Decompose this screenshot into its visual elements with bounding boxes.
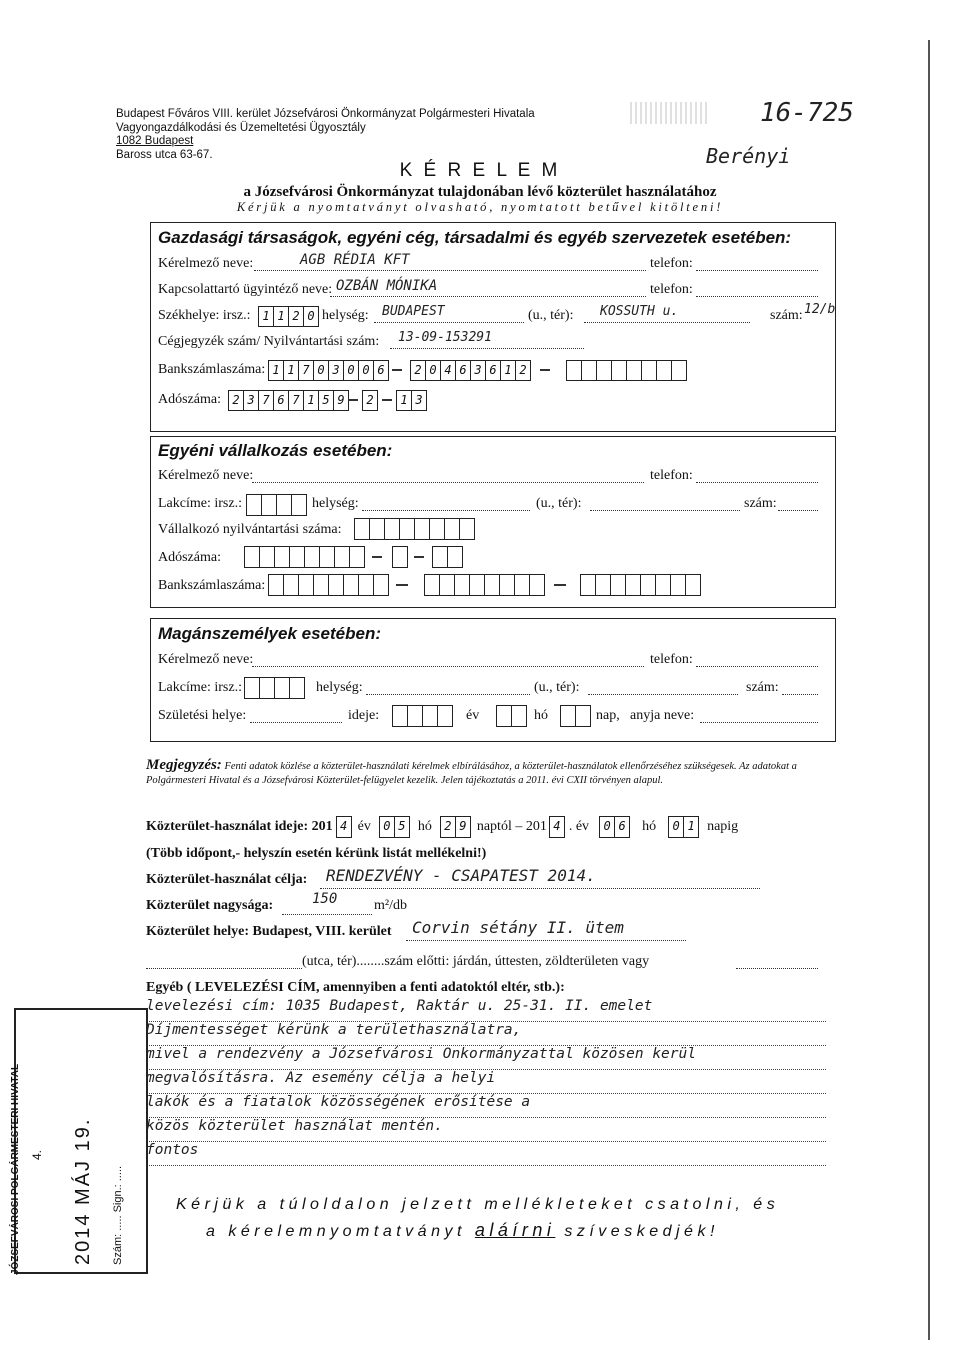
year-cell[interactable] [422, 705, 438, 727]
company-contact-phone-line [696, 296, 818, 297]
end-year-cell[interactable]: 4 [549, 816, 565, 838]
company-street-line [584, 322, 750, 323]
company-number-value[interactable]: 12/b [804, 302, 836, 317]
month-cell[interactable] [496, 705, 512, 727]
company-contact-phone-label: telefon: [650, 282, 693, 297]
bank-digit[interactable]: 6 [485, 360, 501, 381]
private-street-line [588, 694, 738, 695]
tax-digit[interactable]: 6 [273, 390, 289, 411]
company-tax-group-1[interactable] [228, 390, 348, 411]
tax-cell[interactable] [274, 546, 290, 568]
individual-city-label: helység: [312, 496, 359, 511]
bank-digit[interactable]: 6 [455, 360, 471, 381]
zip-cell[interactable] [274, 677, 290, 699]
stamp-office: JÓZSEFVÁROSI POLGÁRMESTERI HIVATAL [10, 1063, 21, 1275]
bank-cell[interactable] [610, 574, 626, 596]
private-number-line [782, 694, 818, 695]
company-tax-group-3[interactable] [396, 390, 426, 411]
company-registry-value[interactable]: 13-09-153291 [398, 330, 492, 345]
tax-digit[interactable]: 1 [396, 390, 412, 411]
company-registry-label: Cégjegyzék szám/ Nyilvántartási szám: [158, 334, 380, 349]
tax-cell[interactable] [289, 546, 305, 568]
start-day-cell[interactable]: 9 [455, 816, 471, 838]
company-phone-label: telefon: [650, 256, 693, 271]
footer-line-2 [206, 1220, 719, 1241]
footer-line-2a: a kérelemnyomtatványt [206, 1223, 466, 1240]
other-line[interactable]: levelezési cím: 1035 Budapest, Raktár u. 25-31. II. emelet [146, 998, 826, 1022]
usage-purpose-line [320, 888, 760, 889]
bank-digit[interactable] [596, 360, 612, 381]
zip-digit[interactable]: 1 [258, 306, 274, 327]
bank-cell[interactable] [655, 574, 671, 596]
tax-cell[interactable] [319, 546, 335, 568]
tax-cell[interactable] [244, 546, 260, 568]
bank-digit[interactable] [581, 360, 597, 381]
company-city-line [374, 322, 524, 323]
bank-cell[interactable] [343, 574, 359, 596]
company-city-label: helység: [322, 308, 369, 323]
usage-area-value[interactable]: 150 [312, 891, 338, 907]
private-number-label: szám: [746, 680, 779, 695]
dash [372, 556, 382, 558]
faded-stamp [630, 102, 710, 124]
company-contact-line [330, 296, 646, 297]
start-day-cell[interactable]: 2 [440, 816, 456, 838]
individual-bank-group-1[interactable] [268, 574, 388, 596]
private-day-cells[interactable] [560, 705, 590, 727]
license-cell[interactable] [429, 518, 445, 540]
license-cell[interactable] [459, 518, 475, 540]
tax-digit[interactable]: 2 [228, 390, 244, 411]
individual-applicant-line [252, 482, 644, 483]
bank-cell[interactable] [640, 574, 656, 596]
bank-digit[interactable]: 3 [470, 360, 486, 381]
other-line[interactable]: Díjmentességet kérünk a területhasználatra, [146, 1022, 826, 1046]
license-cell[interactable] [414, 518, 430, 540]
company-applicant-line [254, 270, 646, 271]
bank-cell[interactable] [268, 574, 284, 596]
note-text: Fenti adatok közlése a közterület-használati kérelmek elbírálásához, a közterület-használatok ellenőrzéséhez szükségesek. Az adatokat a Polgármesteri Hivatal és a Józsefvárosi Közterület-felügyelet kezelik. Jelen tájékoztatás a 2011. évi CXII törvényen alapul. [146, 761, 797, 786]
company-bank-group-2[interactable] [410, 360, 530, 381]
other-line[interactable]: lakók és a fiatalok közösségének erősítése a [146, 1094, 826, 1118]
usage-period-label: Közterület-használat ideje: 201 [146, 819, 333, 834]
bank-digit[interactable] [626, 360, 642, 381]
tax-cell[interactable] [392, 546, 408, 568]
bank-cell[interactable] [439, 574, 455, 596]
start-year-cell[interactable]: 4 [336, 816, 352, 838]
other-line[interactable]: mivel a rendezvény a Józsefvárosi Önkormányzattal közösen kerül [146, 1046, 826, 1070]
private-month-cells[interactable] [496, 705, 526, 727]
zip-cell[interactable] [261, 494, 277, 516]
header-address [116, 108, 535, 162]
zip-digit[interactable]: 2 [288, 306, 304, 327]
day-cell[interactable] [560, 705, 576, 727]
private-street-label: (u., tér): [534, 680, 580, 695]
tax-digit[interactable]: 5 [318, 390, 334, 411]
individual-city-line [362, 510, 530, 511]
individual-tax-group-1[interactable] [244, 546, 364, 568]
individual-address-label: Lakcíme: irsz.: [158, 496, 242, 511]
license-cell[interactable] [369, 518, 385, 540]
license-cell[interactable] [444, 518, 460, 540]
company-street-value[interactable]: KOSSUTH u. [600, 304, 679, 319]
other-line[interactable]: fontos [146, 1142, 826, 1166]
bank-digit[interactable]: 3 [328, 360, 344, 381]
company-applicant-value[interactable]: AGB RÉDIA KFT [300, 252, 410, 268]
usage-place-line [406, 940, 686, 941]
footer-line-1: Kérjük a túloldalon jelzett mellékleteket csatolni, és [176, 1196, 780, 1213]
bank-digit[interactable]: 2 [410, 360, 426, 381]
bank-digit[interactable]: 1 [268, 360, 284, 381]
company-bank-label: Bankszámlaszáma: [158, 362, 266, 377]
tax-digit[interactable]: 7 [258, 390, 274, 411]
company-contact-label: Kapcsolattartó ügyintéző neve: [158, 282, 333, 297]
usage-from-label: naptól – 201 [476, 819, 547, 834]
private-birthdate-label: ideje: [348, 708, 380, 723]
usage-place-label [146, 924, 392, 940]
form-title: K É R E L E M [399, 160, 561, 181]
company-street-label: (u., tér): [528, 308, 574, 323]
usage-other-label: Egyéb ( LEVELEZÉSI CÍM, amennyiben a fenti adatoktól eltér, stb.): [146, 980, 565, 995]
dash [396, 584, 408, 586]
zip-cell[interactable] [244, 677, 260, 699]
reference-number: 16-725 [760, 98, 854, 128]
usage-area-label: Közterület nagysága: [146, 898, 274, 913]
year-cell[interactable] [392, 705, 408, 727]
tax-digit[interactable]: 9 [333, 390, 349, 411]
bank-digit[interactable]: 1 [500, 360, 516, 381]
company-bank-group-3[interactable] [566, 360, 686, 381]
bank-cell[interactable] [529, 574, 545, 596]
individual-number-line [778, 510, 818, 511]
dash [540, 369, 550, 371]
private-city-label: helység: [316, 680, 363, 695]
dash [348, 399, 358, 401]
company-applicant-label: Kérelmező neve: [158, 256, 254, 271]
individual-tax-label: Adószáma: [158, 550, 221, 565]
scan-border [928, 40, 930, 1340]
bank-cell[interactable] [283, 574, 299, 596]
bank-digit[interactable] [566, 360, 582, 381]
tax-digit[interactable]: 3 [243, 390, 259, 411]
zip-cell[interactable] [291, 494, 307, 516]
bank-digit[interactable]: 0 [343, 360, 359, 381]
tax-cell[interactable] [259, 546, 275, 568]
bank-digit[interactable]: 4 [440, 360, 456, 381]
individual-license-label: Vállalkozó nyilvántartási száma: [158, 522, 342, 537]
usage-month-label: hó [417, 819, 432, 834]
bank-digit[interactable]: 0 [358, 360, 374, 381]
stamp-labels: Szám: ..... Sign.: ..... [112, 1165, 124, 1265]
tax-digit[interactable]: 1 [303, 390, 319, 411]
month-cell[interactable] [511, 705, 527, 727]
private-section-title: Magánszemélyek esetében: [158, 624, 381, 643]
private-month-label: hó [534, 708, 548, 723]
individual-section-title: Egyéni vállalkozás esetében: [158, 441, 393, 460]
usage-place-suffix: (utca, tér)........szám előtti: járdán, úttesten, zöldterületen vagy [302, 954, 650, 969]
bank-digit[interactable]: 7 [298, 360, 314, 381]
tax-cell[interactable] [447, 546, 463, 568]
usage-end-month-label: hó [642, 819, 657, 834]
individual-phone-label: telefon: [650, 468, 693, 483]
usage-place-label-text: Közterület helye: Budapest, VIII. kerület [146, 924, 392, 939]
bank-cell[interactable] [625, 574, 641, 596]
year-cell[interactable] [437, 705, 453, 727]
dash [392, 369, 402, 371]
individual-bank-label: Bankszámlaszáma: [158, 578, 266, 593]
usage-other-place-line [736, 968, 818, 969]
footer-sign-word: aláírni [474, 1220, 556, 1240]
usage-period-row [146, 816, 738, 838]
bank-cell[interactable] [685, 574, 701, 596]
usage-street-line [146, 968, 302, 969]
bank-digit[interactable]: 2 [515, 360, 531, 381]
note-heading: Megjegyzés: [146, 757, 222, 773]
individual-tax-group-3[interactable] [432, 546, 462, 568]
company-city-value[interactable]: BUDAPEST [382, 304, 445, 319]
stamp-number: 4. [30, 1149, 44, 1160]
zip-cell[interactable] [289, 677, 305, 699]
note-block [146, 758, 836, 788]
private-mother-line [700, 722, 818, 723]
company-tax-group-2[interactable] [362, 390, 377, 411]
zip-cell[interactable] [276, 494, 292, 516]
form-subtitle: a Józsefvárosi Önkormányzat tulajdonában lévő közterület használatához [243, 184, 717, 200]
private-year-label: év [466, 708, 480, 723]
private-city-line [366, 694, 530, 695]
bank-digit[interactable]: 0 [425, 360, 441, 381]
bank-cell[interactable] [313, 574, 329, 596]
tax-digit[interactable]: 3 [411, 390, 427, 411]
private-mother-label: anyja neve: [630, 708, 695, 723]
individual-bank-group-3[interactable] [580, 574, 700, 596]
individual-license-cells[interactable] [354, 518, 474, 540]
private-birthplace-line [250, 722, 342, 723]
bank-cell[interactable] [514, 574, 530, 596]
end-day-cell[interactable]: 0 [668, 816, 684, 838]
org-line-4: Baross utca 63-67. [116, 148, 213, 161]
company-tax-label: Adószáma: [158, 392, 221, 407]
company-zip-cells[interactable] [258, 306, 318, 327]
license-cell[interactable] [384, 518, 400, 540]
bank-digit[interactable]: 0 [313, 360, 329, 381]
end-month-cell[interactable]: 6 [614, 816, 630, 838]
start-month-cell[interactable]: 5 [394, 816, 410, 838]
usage-multi-note: (Több időpont,- helyszín esetén kérünk listát mellékelni!) [146, 846, 487, 861]
bank-cell[interactable] [499, 574, 515, 596]
individual-zip-cells[interactable] [246, 494, 306, 516]
bank-cell[interactable] [670, 574, 686, 596]
private-applicant-label: Kérelmező neve: [158, 652, 254, 667]
tax-digit[interactable]: 7 [288, 390, 304, 411]
company-seat-label: Székhelye: irsz.: [158, 308, 251, 323]
bank-cell[interactable] [484, 574, 500, 596]
end-day-cell[interactable]: 1 [683, 816, 699, 838]
private-year-cells[interactable] [392, 705, 452, 727]
zip-digit[interactable]: 0 [303, 306, 319, 327]
footer-line-2c: szíveskedjék! [564, 1223, 719, 1240]
tax-cell[interactable] [349, 546, 365, 568]
company-registry-line [390, 348, 584, 349]
private-zip-cells[interactable] [244, 677, 304, 699]
private-birthplace-label: Születési helye: [158, 708, 247, 723]
zip-digit[interactable]: 1 [273, 306, 289, 327]
company-bank-group-1[interactable] [268, 360, 388, 381]
individual-applicant-label: Kérelmező neve: [158, 468, 254, 483]
dash [554, 584, 566, 586]
license-cell[interactable] [399, 518, 415, 540]
private-phone-line [696, 666, 818, 667]
company-number-label: szám: [770, 308, 803, 323]
private-phone-label: telefon: [650, 652, 693, 667]
usage-purpose-label: Közterület-használat célja: [146, 872, 308, 887]
license-cell[interactable] [354, 518, 370, 540]
bank-digit[interactable] [656, 360, 672, 381]
tax-cell[interactable] [334, 546, 350, 568]
usage-purpose-value[interactable]: RENDEZVÉNY - CSAPATEST 2014. [326, 866, 596, 885]
org-line-1: Budapest Főváros VIII. kerület Józsefvárosi Önkormányzat Polgármesteri Hivatala [116, 108, 535, 120]
start-month-cell[interactable]: 0 [379, 816, 395, 838]
individual-street-label: (u., tér): [536, 496, 582, 511]
bank-cell[interactable] [373, 574, 389, 596]
bank-cell[interactable] [580, 574, 596, 596]
usage-area-line [282, 914, 372, 915]
bank-cell[interactable] [424, 574, 440, 596]
individual-bank-group-2[interactable] [424, 574, 544, 596]
other-lines[interactable] [146, 998, 826, 1166]
tax-digit[interactable]: 2 [362, 390, 378, 411]
day-cell[interactable] [575, 705, 591, 727]
bank-cell[interactable] [454, 574, 470, 596]
org-line-3: 1082 Budapest [116, 135, 194, 147]
org-line-2: Vagyongazdálkodási és Üzemeltetési Ügyosztály [116, 121, 366, 134]
zip-cell[interactable] [259, 677, 275, 699]
other-line[interactable]: megvalósításra. Az esemény célja a helyi [146, 1070, 826, 1094]
bank-digit[interactable]: 6 [373, 360, 389, 381]
tax-cell[interactable] [432, 546, 448, 568]
bank-digit[interactable] [611, 360, 627, 381]
company-contact-value[interactable]: OZBÁN MÓNIKA [336, 278, 438, 294]
dash [382, 399, 392, 401]
zip-cell[interactable] [246, 494, 262, 516]
individual-phone-line [696, 482, 818, 483]
bank-digit[interactable] [641, 360, 657, 381]
stamp-date: 2014 MÁJ 19. [72, 1117, 94, 1265]
bank-cell[interactable] [298, 574, 314, 596]
end-month-cell[interactable]: 0 [599, 816, 615, 838]
bank-digit[interactable]: 1 [283, 360, 299, 381]
bank-cell[interactable] [469, 574, 485, 596]
company-section-title: Gazdasági társaságok, egyéni cég, társadalmi és egyéb szervezetek esetében: [158, 228, 792, 247]
bank-cell[interactable] [358, 574, 374, 596]
company-phone-line [696, 270, 818, 271]
form-instruction: Kérjük a nyomtatványt olvasható, nyomtatott betűvel kitölteni! [236, 200, 724, 214]
bank-cell[interactable] [595, 574, 611, 596]
private-address-label: Lakcíme: irsz.: [158, 680, 242, 695]
bank-cell[interactable] [328, 574, 344, 596]
dash [414, 556, 424, 558]
bank-digit[interactable] [671, 360, 687, 381]
handwritten-note: Berényi [706, 144, 791, 168]
private-day-label: nap, [596, 708, 620, 723]
individual-tax-group-2[interactable] [392, 546, 407, 568]
usage-end-year-label: . év [568, 819, 590, 834]
usage-year-label: év [357, 819, 371, 834]
tax-cell[interactable] [304, 546, 320, 568]
year-cell[interactable] [407, 705, 423, 727]
individual-street-line [590, 510, 740, 511]
usage-day-label: napig [707, 819, 739, 834]
private-applicant-line [252, 666, 644, 667]
usage-place-value[interactable]: Corvin sétány II. ütem [412, 918, 624, 937]
other-line[interactable]: közös közterület használat mentén. [146, 1118, 826, 1142]
individual-number-label: szám: [744, 496, 777, 511]
usage-area-unit: m²/db [374, 898, 407, 913]
